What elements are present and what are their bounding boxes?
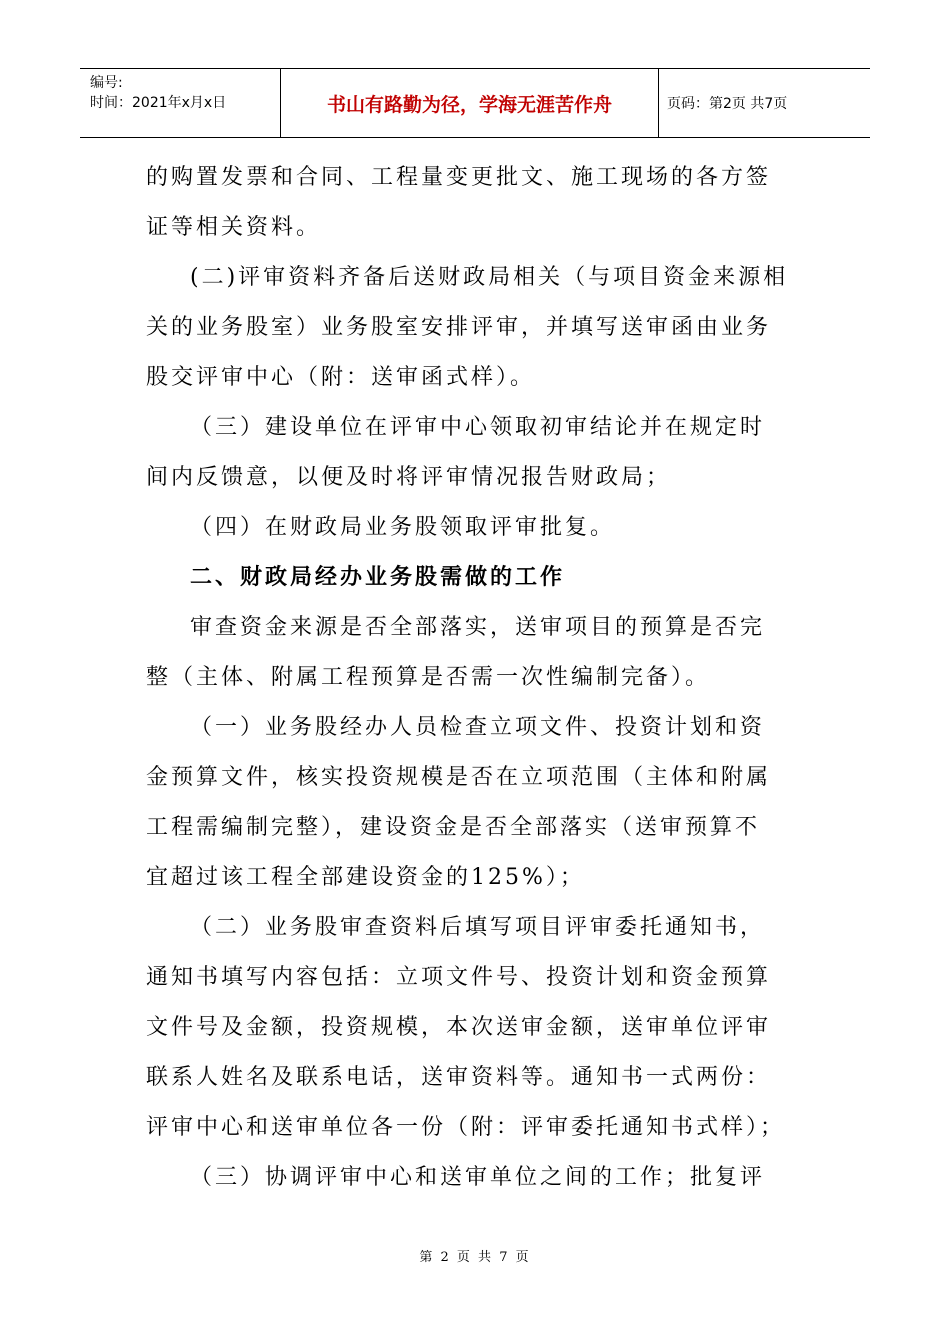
body-line: 的购置发票和合同、工程量变更批文、施工现场的各方签 (146, 165, 772, 190)
body-line: （三）协调评审中心和送审单位之间的工作；批复评 (190, 1165, 766, 1190)
section-heading: 二、财政局经办业务股需做的工作 (190, 565, 566, 590)
body-line: 关的业务股室）业务股室安排评审，并填写送审函由业务 (146, 315, 772, 340)
body-line: 证等相关资料。 (146, 215, 322, 240)
body-line: （四）在财政局业务股领取评审批复。 (190, 515, 616, 540)
document-time-label: 时间：2021年x月x日 (90, 95, 227, 111)
page-footer: 第 2 页 共 7 页 (419, 1250, 531, 1265)
body-line: （一）业务股经办人员检查立项文件、投资计划和资 (190, 715, 766, 740)
header-page-info: 页码：第2页 共7页 (667, 96, 788, 112)
body-line: 审查资金来源是否全部落实，送审项目的预算是否完 (190, 615, 766, 640)
body-line: 工程需编制完整），建设资金是否全部落实（送审预算不 (146, 815, 761, 840)
body-line: 通知书填写内容包括：立项文件号、投资计划和资金预算 (146, 965, 772, 990)
body-line: 整（主体、附属工程预算是否需一次性编制完备）。 (146, 665, 711, 690)
header-motto: 书山有路勤为径，学海无涯苦作舟 (281, 69, 659, 137)
body-line: 文件号及金额，投资规模，本次送审金额，送审单位评审 (146, 1015, 772, 1040)
header-meta (80, 69, 281, 137)
body-line: 宜超过该工程全部建设资金的125%）； (146, 865, 585, 890)
body-line: （二）业务股审查资料后填写项目评审委托通知书， (190, 915, 766, 940)
body-line: （三）建设单位在评审中心领取初审结论并在规定时 (190, 415, 766, 440)
body-line: 股交评审中心（附：送审函式样）。 (146, 365, 536, 390)
body-line: 评审中心和送审单位各一份（附：评审委托通知书式样）； (146, 1115, 786, 1140)
document-number-label: 编号: (90, 75, 123, 91)
body-line: 联系人姓名及联系电话，送审资料等。通知书一式两份： (146, 1065, 772, 1090)
document-body (146, 160, 806, 1210)
page-header (80, 68, 870, 138)
body-line: 间内反馈意，以便及时将评审情况报告财政局； (146, 465, 672, 490)
body-line: (二)评审资料齐备后送财政局相关（与项目资金来源相 (190, 265, 789, 290)
body-line: 金预算文件，核实投资规模是否在立项范围（主体和附属 (146, 765, 772, 790)
